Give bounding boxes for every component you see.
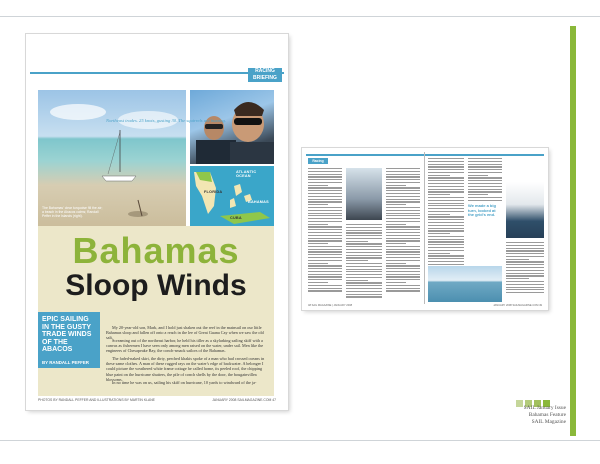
text-line [468, 197, 502, 198]
text-line [346, 266, 382, 267]
text-line [386, 254, 420, 255]
text-line [506, 273, 544, 274]
spread-folio-right: JANUARY 2008 SAILMAGAZINE.COM 49 [493, 304, 542, 307]
text-line [386, 210, 420, 211]
text-line [506, 242, 544, 243]
text-line [428, 244, 464, 245]
text-line [346, 252, 382, 253]
text-line [346, 246, 382, 247]
spread-top-rule [306, 154, 544, 156]
bahamas-map [190, 166, 274, 226]
text-line [506, 261, 544, 262]
text-line [346, 257, 382, 258]
text-line [386, 276, 420, 277]
text-line [428, 158, 464, 159]
text-column [468, 158, 502, 203]
project-label-line-1: SAIL January Issue [523, 405, 566, 411]
spread-section-tag: Racing [308, 158, 328, 164]
spread-photo-sailor [346, 168, 382, 220]
text-line [386, 193, 420, 194]
text-line [386, 265, 420, 266]
text-line [428, 250, 464, 251]
section-tag: RACING BRIEFING [248, 68, 282, 82]
text-line [346, 243, 382, 244]
text-line [468, 175, 488, 176]
text-line [308, 246, 342, 247]
text-line [428, 264, 464, 265]
text-column [308, 168, 342, 293]
text-line [468, 166, 502, 167]
text-line [308, 207, 342, 208]
text-line [308, 285, 342, 286]
text-line [386, 199, 420, 200]
text-line [386, 260, 420, 261]
text-line [386, 179, 420, 180]
text-line [468, 164, 502, 165]
text-line [386, 263, 406, 264]
text-line [386, 251, 420, 252]
text-line [386, 235, 420, 236]
text-line [386, 274, 420, 275]
text-line [428, 214, 450, 215]
top-rule-line [0, 16, 600, 17]
text-line [386, 174, 420, 175]
text-line [386, 201, 420, 202]
text-line [308, 254, 342, 255]
text-line [386, 249, 420, 250]
text-line [308, 226, 342, 227]
body-paragraph: Screaming out of the northeast harbor, he held his tiller as a skylarking sailing skiff with a canvas as fishermen I have seen only among men raised on the water, under sail. Men like the engineers of Chesapeake Bay, the conch-smack sailors of the Bahamas. [106, 338, 264, 354]
text-line [468, 189, 502, 190]
text-line [346, 230, 382, 231]
headline-line-2: Sloop Winds [65, 269, 247, 302]
text-line [428, 236, 464, 237]
text-line [386, 218, 420, 219]
text-line [428, 241, 464, 242]
text-line [346, 285, 382, 286]
text-line [308, 243, 328, 244]
text-line [428, 203, 464, 204]
text-line [428, 197, 464, 198]
text-line [386, 171, 420, 172]
text-line [308, 199, 342, 200]
text-line [386, 226, 420, 227]
text-line [386, 182, 420, 183]
text-column [346, 224, 382, 299]
text-line [506, 289, 544, 290]
text-line [346, 255, 382, 256]
text-line [308, 229, 342, 230]
text-line [468, 177, 502, 178]
text-line [308, 221, 342, 222]
body-paragraph: The faded-naked skirt, the dirty, perched khakis spoke of a man who had crossed oceans in these same clothes. A man of these rugged rays on the water's edge of backwater. A belonger I could picture the weathered white frame cottage he called home, its peeled roof, the chipping blue paint on the hurricane shutters, the pile of conch shells by the door, the bougainvillea blossoms. [106, 356, 265, 382]
magazine-spread-page[interactable] [302, 148, 548, 310]
text-line [428, 164, 464, 165]
text-line [308, 185, 328, 186]
green-accent-bar [570, 26, 576, 436]
text-line [428, 233, 450, 234]
byline: BY RANDALL PEFFER [38, 358, 100, 368]
text-line [506, 245, 544, 246]
text-line [386, 221, 420, 222]
map-label-cuba: CUBA [230, 216, 242, 220]
text-column [506, 242, 544, 295]
text-line [386, 257, 420, 258]
text-line [386, 240, 420, 241]
sailors-photo [190, 90, 274, 164]
spread-photo-harbor [428, 266, 502, 302]
text-line [308, 279, 342, 280]
project-label-line-3: SAIL Magazine [531, 419, 566, 425]
photo-credit: PHOTOS BY RANDALL PEFFER AND ILLUSTRATIONS BY MARTIN KLANE [38, 398, 155, 402]
text-line [506, 253, 544, 254]
text-line [308, 187, 342, 188]
text-line [386, 229, 420, 230]
text-line [428, 169, 464, 170]
project-label-line-2: Bahamas Feature [528, 412, 566, 418]
text-line [386, 282, 406, 283]
text-line [308, 260, 342, 261]
deck-text: Northeast trades. 25 knots, gusting 30. The squirrels are buzzing. [106, 118, 226, 123]
spread-folio-left: 48 SAIL MAGAZINE | JANUARY 2008 [308, 304, 353, 307]
text-line [428, 230, 464, 231]
text-line [308, 290, 342, 291]
text-line [346, 271, 382, 272]
text-line [308, 271, 342, 272]
text-line [506, 250, 544, 251]
text-line [308, 201, 342, 202]
text-line [346, 296, 382, 297]
text-line [428, 211, 464, 212]
text-line [308, 263, 328, 264]
text-line [506, 292, 544, 293]
text-line [428, 261, 464, 262]
text-line [386, 213, 420, 214]
text-line [308, 182, 342, 183]
sailors-image [190, 90, 274, 164]
text-line [468, 158, 502, 159]
text-line [428, 219, 464, 220]
text-line [386, 268, 420, 269]
text-line [468, 161, 502, 162]
text-line [308, 268, 342, 269]
text-line [308, 251, 342, 252]
text-line [308, 193, 342, 194]
text-line [308, 179, 342, 180]
text-line [308, 288, 342, 289]
swatch [516, 400, 523, 407]
text-line [428, 208, 464, 209]
text-line [468, 200, 502, 201]
text-line [386, 246, 420, 247]
text-column [386, 168, 420, 293]
text-line [346, 288, 382, 289]
text-line [308, 196, 342, 197]
text-line [346, 282, 382, 283]
text-line [468, 180, 502, 181]
text-line [308, 204, 328, 205]
pull-quote: We made a big turn, looked at the grid's end. [468, 203, 496, 218]
text-line [346, 241, 368, 242]
text-line [308, 224, 328, 225]
text-line [468, 183, 502, 184]
text-line [428, 216, 464, 217]
text-line [428, 239, 464, 240]
text-line [346, 277, 382, 278]
text-line [428, 200, 464, 201]
text-line [308, 168, 342, 169]
text-line [468, 169, 502, 170]
text-line [468, 172, 502, 173]
text-line [506, 248, 544, 249]
text-line [346, 274, 382, 275]
photo-caption: The Bahamas' clear turquoise fill the air; a beach in the Abacos calms; Randall Peffer in the Islands (right). [42, 206, 103, 218]
text-line [346, 280, 368, 281]
text-line [308, 215, 342, 216]
text-line [308, 235, 342, 236]
text-line [346, 232, 382, 233]
text-line [308, 276, 342, 277]
text-line [308, 257, 342, 258]
text-line [386, 279, 420, 280]
text-line [428, 194, 450, 195]
text-line [428, 247, 464, 248]
page-folio: JANUARY 2008 SAILMAGAZINE.COM 47 [212, 398, 276, 402]
spread-gutter [424, 152, 425, 304]
text-line [308, 274, 342, 275]
text-line [346, 235, 382, 236]
text-line [428, 189, 464, 190]
text-line [308, 232, 342, 233]
text-line [506, 278, 529, 279]
text-line [468, 191, 502, 192]
text-line [308, 218, 342, 219]
magazine-opening-page[interactable] [26, 34, 288, 410]
text-line [346, 291, 382, 292]
text-line [386, 190, 420, 191]
text-line [506, 284, 544, 285]
text-line [506, 275, 544, 276]
blue-deck-box: EPIC SAILING IN THE GUSTY TRADE WINDS OF THE ABACOS [38, 312, 100, 358]
text-line [386, 224, 406, 225]
text-line [386, 207, 420, 208]
text-line [428, 253, 450, 254]
text-line [386, 232, 420, 233]
text-line [428, 222, 464, 223]
text-line [428, 186, 464, 187]
text-line [428, 225, 464, 226]
text-line [346, 294, 382, 295]
text-line [346, 224, 382, 225]
headline-line-1: Bahamas [72, 230, 240, 271]
text-line [468, 186, 502, 187]
text-line [308, 240, 342, 241]
text-line [428, 255, 464, 256]
text-line [346, 227, 382, 228]
text-line [428, 228, 464, 229]
text-line [506, 270, 544, 271]
text-line [386, 290, 420, 291]
text-line [308, 190, 342, 191]
text-line [428, 180, 464, 181]
text-line [386, 243, 406, 244]
text-line [308, 238, 342, 239]
bottom-rule-line [0, 440, 600, 441]
text-line [308, 171, 342, 172]
text-line [308, 282, 328, 283]
text-line [428, 183, 464, 184]
text-line [428, 166, 464, 167]
body-paragraph: In no time he was on us, sailing his skiff on hurricane, 10 yards to windward of the ja- [112, 380, 257, 385]
text-line [308, 174, 342, 175]
page-top-rule [30, 72, 284, 74]
text-line [428, 161, 464, 162]
text-line [386, 215, 420, 216]
text-line [506, 287, 544, 288]
text-line [506, 281, 544, 282]
text-line [428, 191, 464, 192]
text-line [428, 258, 464, 259]
map-label-florida: FLORIDA [204, 190, 223, 194]
text-line [386, 288, 420, 289]
text-line [386, 196, 420, 197]
text-line [308, 176, 342, 177]
text-line [506, 256, 544, 257]
text-line [468, 194, 488, 195]
text-line [506, 259, 529, 260]
text-line [386, 168, 420, 169]
text-line [506, 267, 544, 268]
text-line [428, 177, 464, 178]
text-line [346, 249, 382, 250]
text-line [386, 187, 420, 188]
text-line [428, 175, 450, 176]
text-line [506, 264, 544, 265]
text-line [308, 210, 342, 211]
map-label-ocean: ATLANTIC OCEAN [236, 170, 257, 178]
text-line [386, 285, 420, 286]
text-line [346, 263, 382, 264]
text-line [308, 213, 342, 214]
text-line [346, 269, 382, 270]
text-line [346, 260, 368, 261]
text-line [428, 172, 464, 173]
text-line [346, 238, 382, 239]
text-line [308, 265, 342, 266]
spread-photo-boat-sailing [506, 182, 544, 238]
map-label-bahamas: BAHAMAS [248, 200, 269, 204]
text-line [386, 185, 406, 186]
text-line [308, 249, 342, 250]
text-line [428, 205, 464, 206]
text-line [386, 204, 406, 205]
body-paragraph: My 20-year-old son, Mark, and I hold just shaken out the reef in the mainsail on our little Bahamas sloop and fallen off onto a reach in the lee of Great Guana Cay when we saw the old salt. [106, 325, 264, 341]
text-line [386, 238, 420, 239]
text-line [386, 271, 420, 272]
text-line [386, 176, 420, 177]
